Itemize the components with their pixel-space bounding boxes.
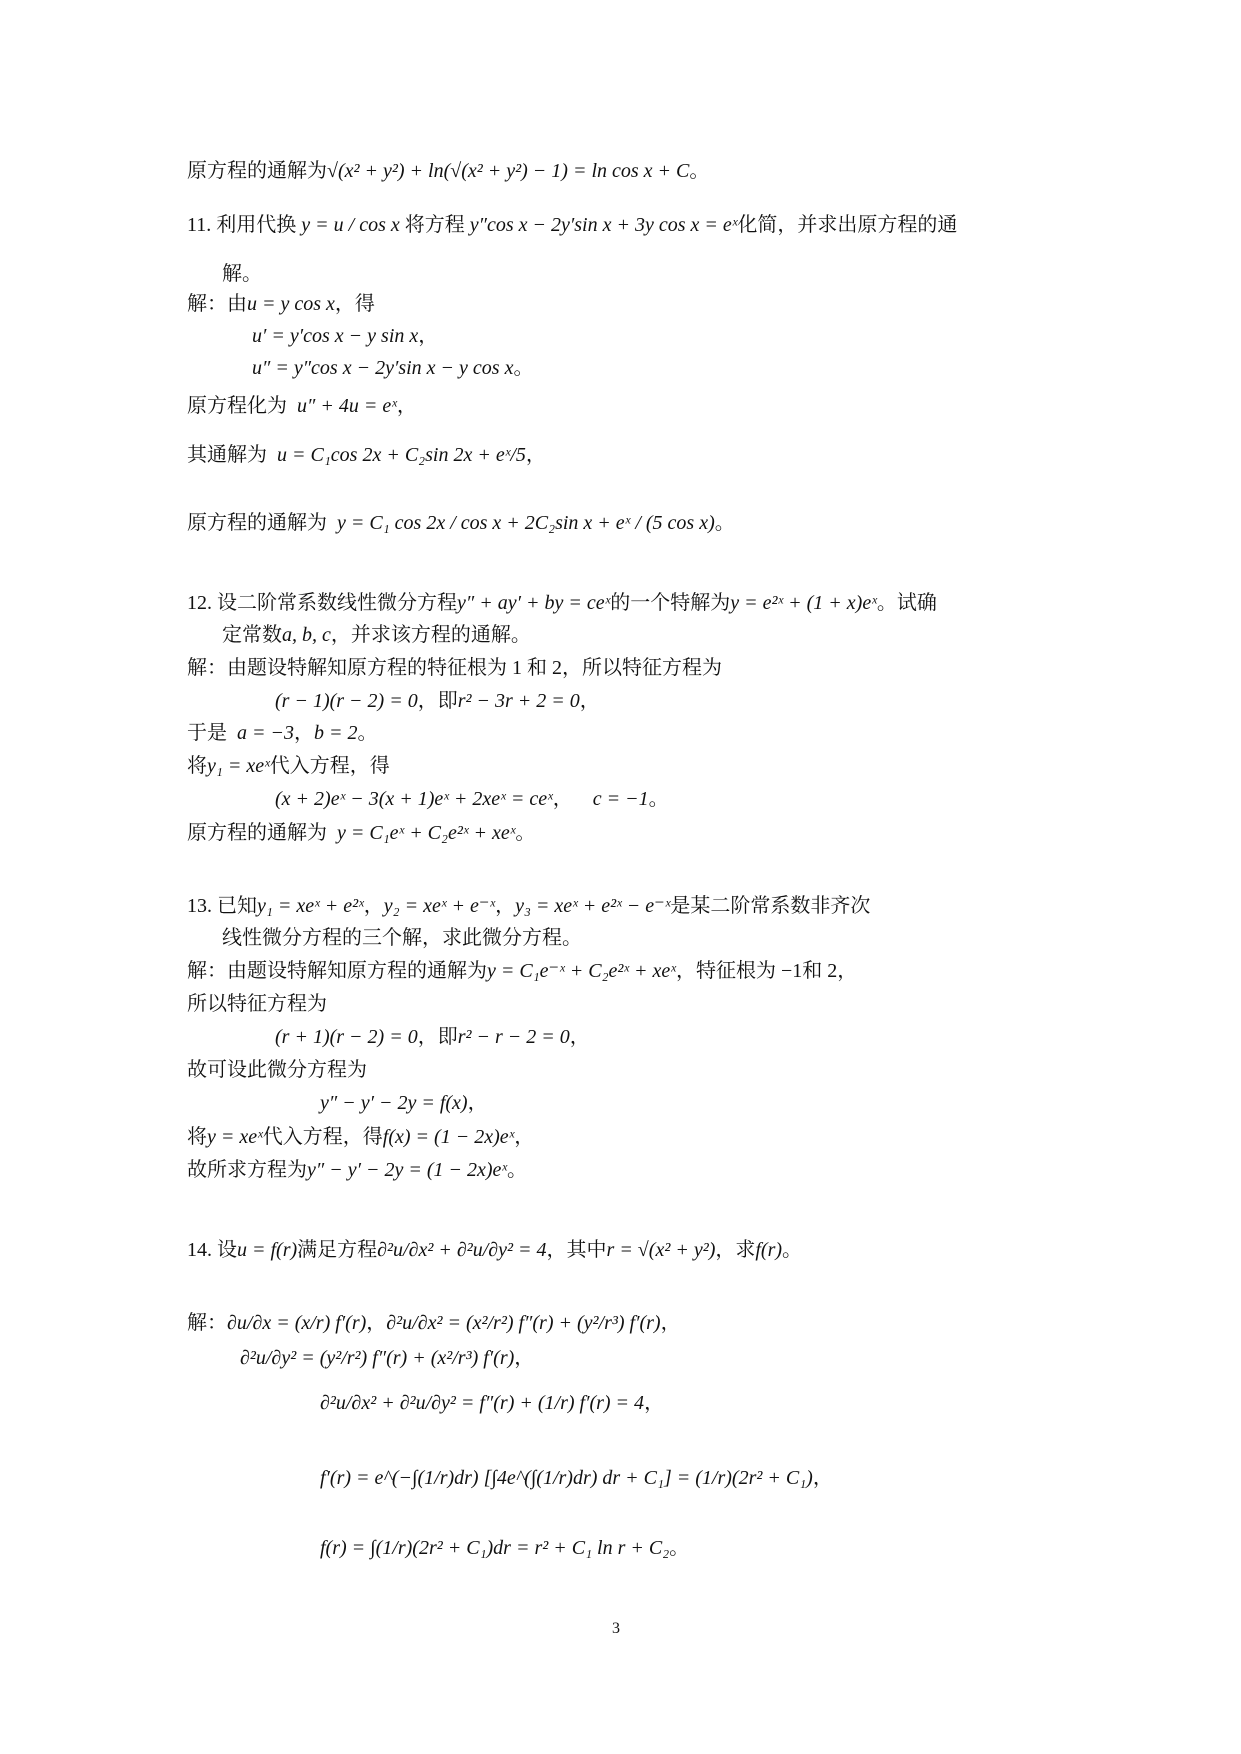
- solution-line: 解：由题设特解知原方程的特征根为 1 和 2，所以特征方程为: [187, 657, 722, 679]
- equation-line: u″ = y″cos x − 2y′sin x − y cos x。: [252, 357, 534, 379]
- text-line: 故所求方程为y″ − y′ − 2y = (1 − 2x)eˣ。: [187, 1159, 528, 1181]
- text-line: 解。: [222, 263, 262, 285]
- text-line: 所以特征方程为: [187, 993, 327, 1015]
- equation-line: f(r) = ∫(1/r)(2r² + C₁)dr = r² + C₁ ln r + C₂。: [320, 1537, 690, 1559]
- text-line: 原方程的通解为√(x² + y²) + ln(√(x² + y²) − 1) = ln cos x + C。: [187, 160, 710, 182]
- text-line: 线性微分方程的三个解，求此微分方程。: [222, 927, 582, 949]
- equation-line: y″ − y′ − 2y = f(x)，: [320, 1092, 488, 1114]
- equation-line: ∂²u/∂y² = (y²/r²) f″(r) + (x²/r³) f′(r)，: [240, 1347, 535, 1369]
- text-line: 故可设此微分方程为: [187, 1059, 367, 1081]
- text-line: 将y = xeˣ代入方程，得f(x) = (1 − 2x)eˣ，: [187, 1126, 535, 1148]
- equation-line: (x + 2)eˣ − 3(x + 1)eˣ + 2xeˣ = ceˣ， c = −1。: [275, 788, 669, 810]
- problem-11-heading: 11. 利用代换 y = u / cos x 将方程 y″cos x − 2y′sin x + 3y cos x = eˣ化简，并求出原方程的通: [187, 214, 958, 236]
- equation-line: 原方程化为 u″ + 4u = eˣ，: [187, 395, 417, 417]
- equation-line: 原方程的通解为 y = C₁eˣ + C₂e²ˣ + xeˣ。: [187, 822, 536, 844]
- equation-line: 于是 a = −3，b = 2。: [187, 722, 378, 744]
- solution-line: 解：由题设特解知原方程的通解为y = C₁e⁻ˣ + C₂e²ˣ + xeˣ，特征根为 −1和 2，: [187, 960, 858, 982]
- page-number: 3: [612, 1620, 620, 1637]
- equation-line: (r − 1)(r − 2) = 0，即r² − 3r + 2 = 0，: [275, 690, 600, 712]
- equation-line: 原方程的通解为 y = C₁ cos 2x / cos x + 2C₂sin x + eˣ / (5 cos x)。: [187, 512, 735, 534]
- problem-12-heading: 12. 设二阶常系数线性微分方程y″ + ay′ + by = ceˣ的一个特解为y = e²ˣ + (1 + x)eˣ。试确: [187, 592, 937, 614]
- equation-line: (r + 1)(r − 2) = 0，即r² − r − 2 = 0，: [275, 1026, 590, 1048]
- solution-line: 解：∂u/∂x = (x/r) f′(r)，∂²u/∂x² = (x²/r²) f″(r) + (y²/r³) f′(r)，: [187, 1312, 681, 1334]
- text-line: 将y₁ = xeˣ代入方程，得: [187, 755, 390, 777]
- problem-14-heading: 14. 设u = f(r)满足方程∂²u/∂x² + ∂²u/∂y² = 4，其中r = √(x² + y²)，求f(r)。: [187, 1239, 803, 1261]
- equation-line: f′(r) = e^(−∫(1/r)dr) [∫4e^(∫(1/r)dr) dr + C₁] = (1/r)(2r² + C₁)，: [320, 1467, 833, 1489]
- equation-line: ∂²u/∂x² + ∂²u/∂y² = f″(r) + (1/r) f′(r) = 4，: [320, 1392, 665, 1414]
- text-line: 定常数a, b, c，并求该方程的通解。: [222, 624, 531, 646]
- equation-line: 其通解为 u = C₁cos 2x + C₂sin 2x + eˣ/5，: [187, 444, 546, 466]
- solution-line: 解：由u = y cos x，得: [187, 293, 375, 315]
- equation-line: u′ = y′cos x − y sin x，: [252, 325, 439, 347]
- problem-13-heading: 13. 已知y₁ = xeˣ + e²ˣ，y₂ = xeˣ + e⁻ˣ，y₃ = xeˣ + e²ˣ − e⁻ˣ是某二阶常系数非齐次: [187, 895, 871, 917]
